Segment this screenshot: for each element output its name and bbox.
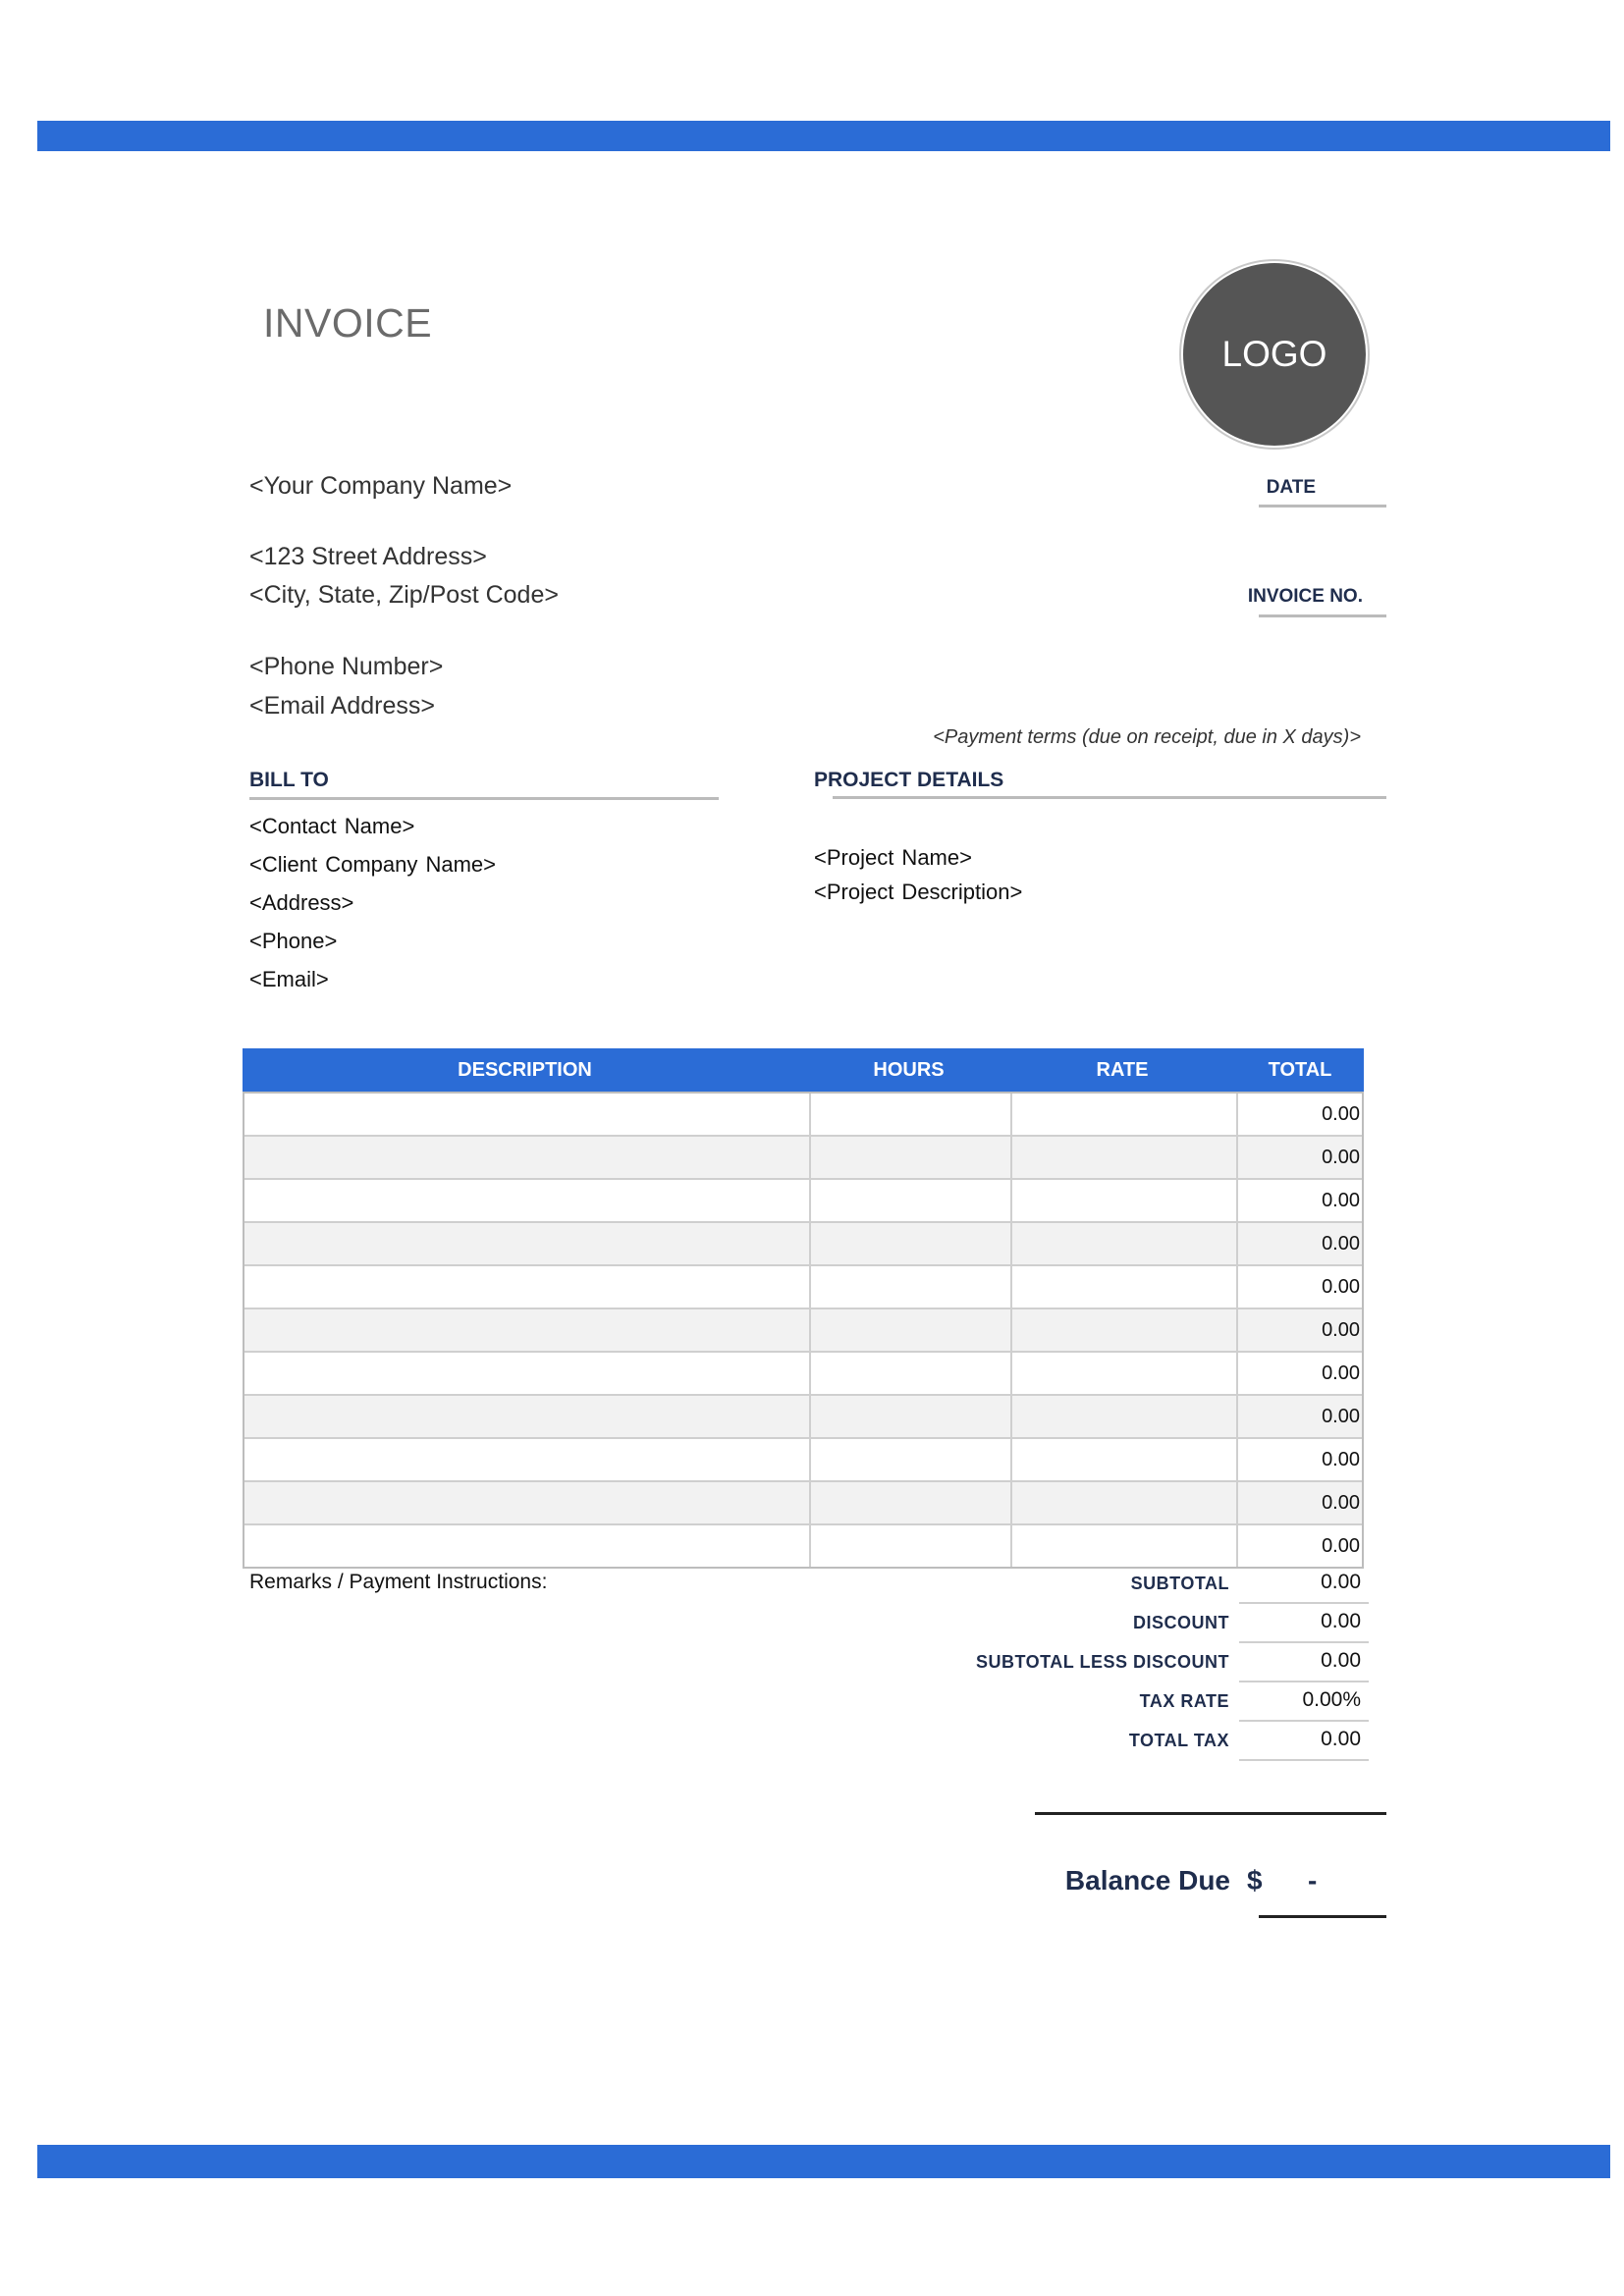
cell-hours[interactable] [811, 1353, 1012, 1394]
bill-to-divider [249, 797, 719, 800]
bill-to-contact-name: <Contact Name> [249, 814, 415, 838]
cell-description[interactable] [244, 1482, 811, 1523]
company-logo [1183, 263, 1366, 446]
cell-description[interactable] [244, 1094, 811, 1135]
balance-due-label: Balance Due [1064, 1865, 1230, 1896]
cell-description[interactable] [244, 1439, 811, 1480]
table-row [244, 1180, 1362, 1223]
bill-to-phone: <Phone> [249, 929, 338, 953]
cell-description[interactable] [244, 1396, 811, 1437]
cell-description[interactable] [244, 1266, 811, 1308]
balance-currency: $ [1247, 1865, 1263, 1896]
cell-hours[interactable] [811, 1439, 1012, 1480]
date-label: DATE [1266, 477, 1316, 498]
subtotal-underline [1239, 1602, 1369, 1604]
cell-rate[interactable] [1012, 1396, 1238, 1437]
cell-description[interactable] [244, 1137, 811, 1178]
subtotal-less-discount-value: 0.00 [1321, 1649, 1361, 1672]
cell-rate[interactable] [1012, 1266, 1238, 1308]
tax-rate-label: TAX RATE [1139, 1691, 1229, 1711]
cell-rate[interactable] [1012, 1309, 1238, 1351]
header-rate: RATE [1096, 1059, 1149, 1081]
cell-total: 0.00 [1322, 1103, 1360, 1125]
cell-total: 0.00 [1322, 1449, 1360, 1470]
cell-hours[interactable] [811, 1309, 1012, 1351]
cell-rate[interactable] [1012, 1482, 1238, 1523]
cell-total: 0.00 [1322, 1233, 1360, 1255]
project-name: <Project Name> [814, 845, 972, 870]
table-row [244, 1396, 1362, 1439]
table-row [244, 1137, 1362, 1180]
top-accent-band [37, 121, 1610, 151]
cell-rate[interactable] [1012, 1439, 1238, 1480]
project-details-divider [833, 796, 1386, 799]
cell-hours[interactable] [811, 1396, 1012, 1437]
total-tax-value: 0.00 [1321, 1728, 1361, 1750]
cell-total: 0.00 [1322, 1319, 1360, 1341]
bottom-accent-band [37, 2145, 1610, 2178]
cell-description[interactable] [244, 1353, 811, 1394]
cell-rate[interactable] [1012, 1223, 1238, 1264]
table-row [244, 1223, 1362, 1266]
table-row [244, 1482, 1362, 1525]
company-name: <Your Company Name> [249, 472, 513, 500]
subtotal-less-discount-underline [1239, 1681, 1369, 1682]
cell-total: 0.00 [1322, 1535, 1360, 1557]
cell-hours[interactable] [811, 1223, 1012, 1264]
company-street: <123 Street Address> [249, 543, 487, 570]
table-body [243, 1092, 1364, 1569]
subtotal-value: 0.00 [1321, 1571, 1361, 1593]
cell-description[interactable] [244, 1309, 811, 1351]
date-field-line[interactable] [1259, 505, 1386, 507]
table-row [244, 1525, 1362, 1567]
cell-hours[interactable] [811, 1266, 1012, 1308]
table-row [244, 1094, 1362, 1137]
balance-top-rule [1035, 1812, 1386, 1815]
invoice-title: INVOICE [263, 300, 433, 346]
invoice-no-field-line[interactable] [1259, 614, 1386, 617]
bill-to-email: <Email> [249, 967, 329, 991]
invoice-no-label: INVOICE NO. [1247, 586, 1363, 607]
discount-value[interactable]: 0.00 [1321, 1610, 1361, 1632]
bill-to-client-company: <Client Company Name> [249, 852, 497, 877]
cell-rate[interactable] [1012, 1180, 1238, 1221]
cell-rate[interactable] [1012, 1094, 1238, 1135]
cell-description[interactable] [244, 1525, 811, 1567]
discount-label: DISCOUNT [1133, 1613, 1229, 1632]
cell-rate[interactable] [1012, 1525, 1238, 1567]
tax-rate-value[interactable]: 0.00% [1302, 1688, 1361, 1711]
cell-rate[interactable] [1012, 1137, 1238, 1178]
bill-to-label: BILL TO [249, 769, 329, 791]
cell-total: 0.00 [1322, 1147, 1360, 1168]
cell-hours[interactable] [811, 1137, 1012, 1178]
balance-due-value: - [1308, 1865, 1318, 1896]
cell-description[interactable] [244, 1223, 811, 1264]
cell-hours[interactable] [811, 1094, 1012, 1135]
table-row [244, 1353, 1362, 1396]
cell-description[interactable] [244, 1180, 811, 1221]
company-city: <City, State, Zip/Post Code> [249, 581, 559, 609]
company-phone: <Phone Number> [249, 653, 444, 680]
cell-total: 0.00 [1322, 1406, 1360, 1427]
total-tax-underline [1239, 1759, 1369, 1761]
payment-terms: <Payment terms (due on receipt, due in X days)> [933, 726, 1361, 748]
table-row [244, 1266, 1362, 1309]
tax-rate-underline [1239, 1720, 1369, 1722]
company-email: <Email Address> [249, 692, 435, 720]
remarks-label: Remarks / Payment Instructions: [249, 1571, 548, 1593]
project-description: <Project Description> [814, 880, 1023, 904]
header-hours: HOURS [873, 1059, 945, 1081]
cell-hours[interactable] [811, 1525, 1012, 1567]
bill-to-address: <Address> [249, 890, 354, 915]
header-total: TOTAL [1268, 1059, 1332, 1081]
subtotal-less-discount-label: SUBTOTAL LESS DISCOUNT [975, 1652, 1229, 1672]
cell-hours[interactable] [811, 1482, 1012, 1523]
discount-underline [1239, 1641, 1369, 1643]
subtotal-label: SUBTOTAL [1130, 1574, 1229, 1593]
cell-rate[interactable] [1012, 1353, 1238, 1394]
cell-total: 0.00 [1322, 1276, 1360, 1298]
cell-hours[interactable] [811, 1180, 1012, 1221]
logo-text: LOGO [1221, 334, 1327, 374]
cell-total: 0.00 [1322, 1190, 1360, 1211]
cell-total: 0.00 [1322, 1362, 1360, 1384]
balance-bottom-rule [1259, 1915, 1386, 1918]
header-description: DESCRIPTION [458, 1059, 592, 1081]
table-row [244, 1309, 1362, 1353]
line-items-table [243, 1048, 1364, 1569]
project-details-label: PROJECT DETAILS [814, 769, 1004, 791]
table-row [244, 1439, 1362, 1482]
cell-total: 0.00 [1322, 1492, 1360, 1514]
total-tax-label: TOTAL TAX [1128, 1731, 1229, 1750]
table-header [243, 1048, 1364, 1092]
